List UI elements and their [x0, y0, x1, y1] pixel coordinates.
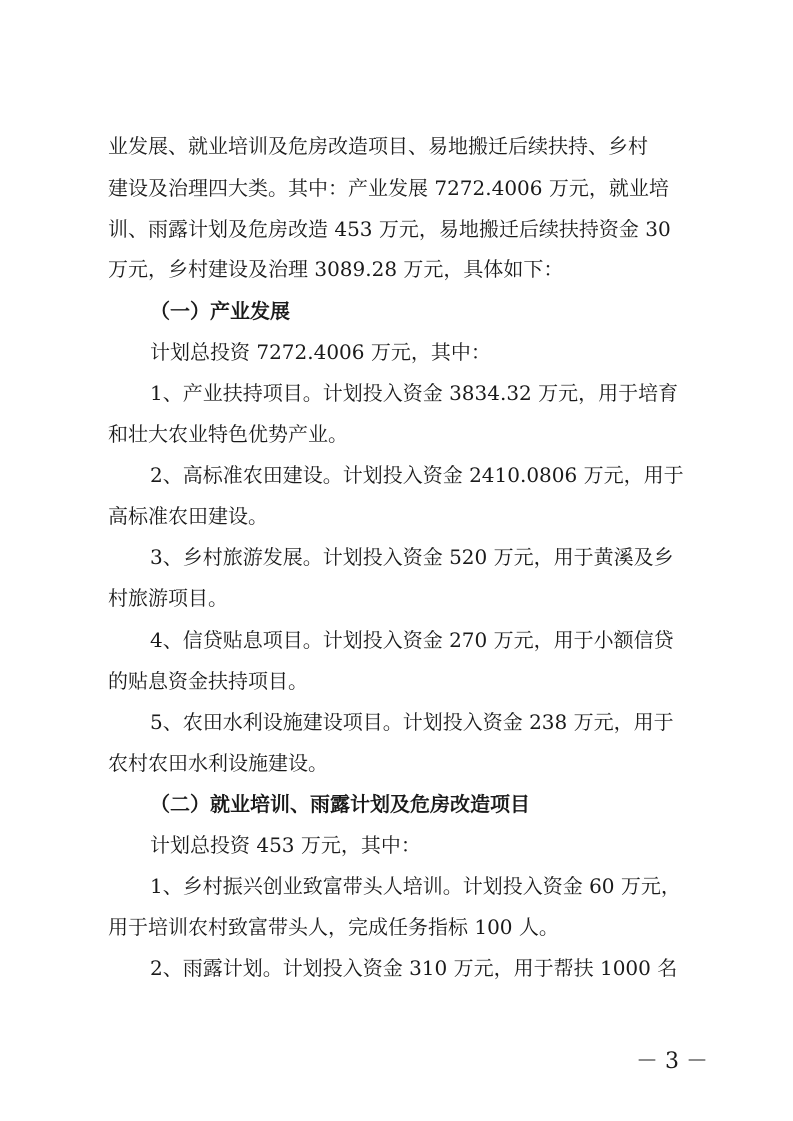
body-text-line: 5、农田水利设施建设项目。计划投入资金 238 万元，用于	[150, 710, 674, 734]
body-text-line: 4、信贷贴息项目。计划投入资金 270 万元，用于小额信贷	[150, 628, 674, 652]
body-text-line: 1、乡村振兴创业致富带头人培训。计划投入资金 60 万元，	[150, 874, 681, 898]
body-text-line: 的贴息资金扶持项目。	[108, 669, 308, 693]
body-text-line: 建设及治理四大类。其中：产业发展 7272.4006 万元，就业培	[108, 176, 669, 200]
body-text-line: 2、高标准农田建设。计划投入资金 2410.0806 万元，用于	[150, 463, 684, 487]
section-heading: （二）就业培训、雨露计划及危房改造项目	[150, 792, 530, 816]
body-text-line: 村旅游项目。	[108, 586, 228, 610]
body-text-line: 万元，乡村建设及治理 3089.28 万元，具体如下：	[108, 257, 564, 281]
body-text-line: 和壮大农业特色优势产业。	[108, 422, 348, 446]
body-text-line: 1、产业扶持项目。计划投入资金 3834.32 万元，用于培育	[150, 381, 679, 405]
page-number: － 3 －	[636, 1049, 708, 1074]
body-text-line: 业发展、就业培训及危房改造项目、易地搬迁后续扶持、乡村	[108, 134, 648, 158]
body-text-line: 用于培训农村致富带头人，完成任务指标 100 人。	[108, 915, 559, 939]
body-text-line: 计划总投资 453 万元，其中：	[150, 833, 421, 857]
section-heading: （一）产业发展	[150, 299, 290, 323]
body-text-line: 3、乡村旅游发展。计划投入资金 520 万元，用于黄溪及乡	[150, 545, 674, 569]
body-text-line: 2、雨露计划。计划投入资金 310 万元，用于帮扶 1000 名	[150, 956, 678, 980]
body-text-line: 计划总投资 7272.4006 万元，其中：	[150, 340, 491, 364]
body-text-line: 高标准农田建设。	[108, 504, 268, 528]
body-text-line: 训、雨露计划及危房改造 453 万元，易地搬迁后续扶持资金 30	[108, 217, 671, 241]
body-text-line: 农村农田水利设施建设。	[108, 751, 328, 775]
